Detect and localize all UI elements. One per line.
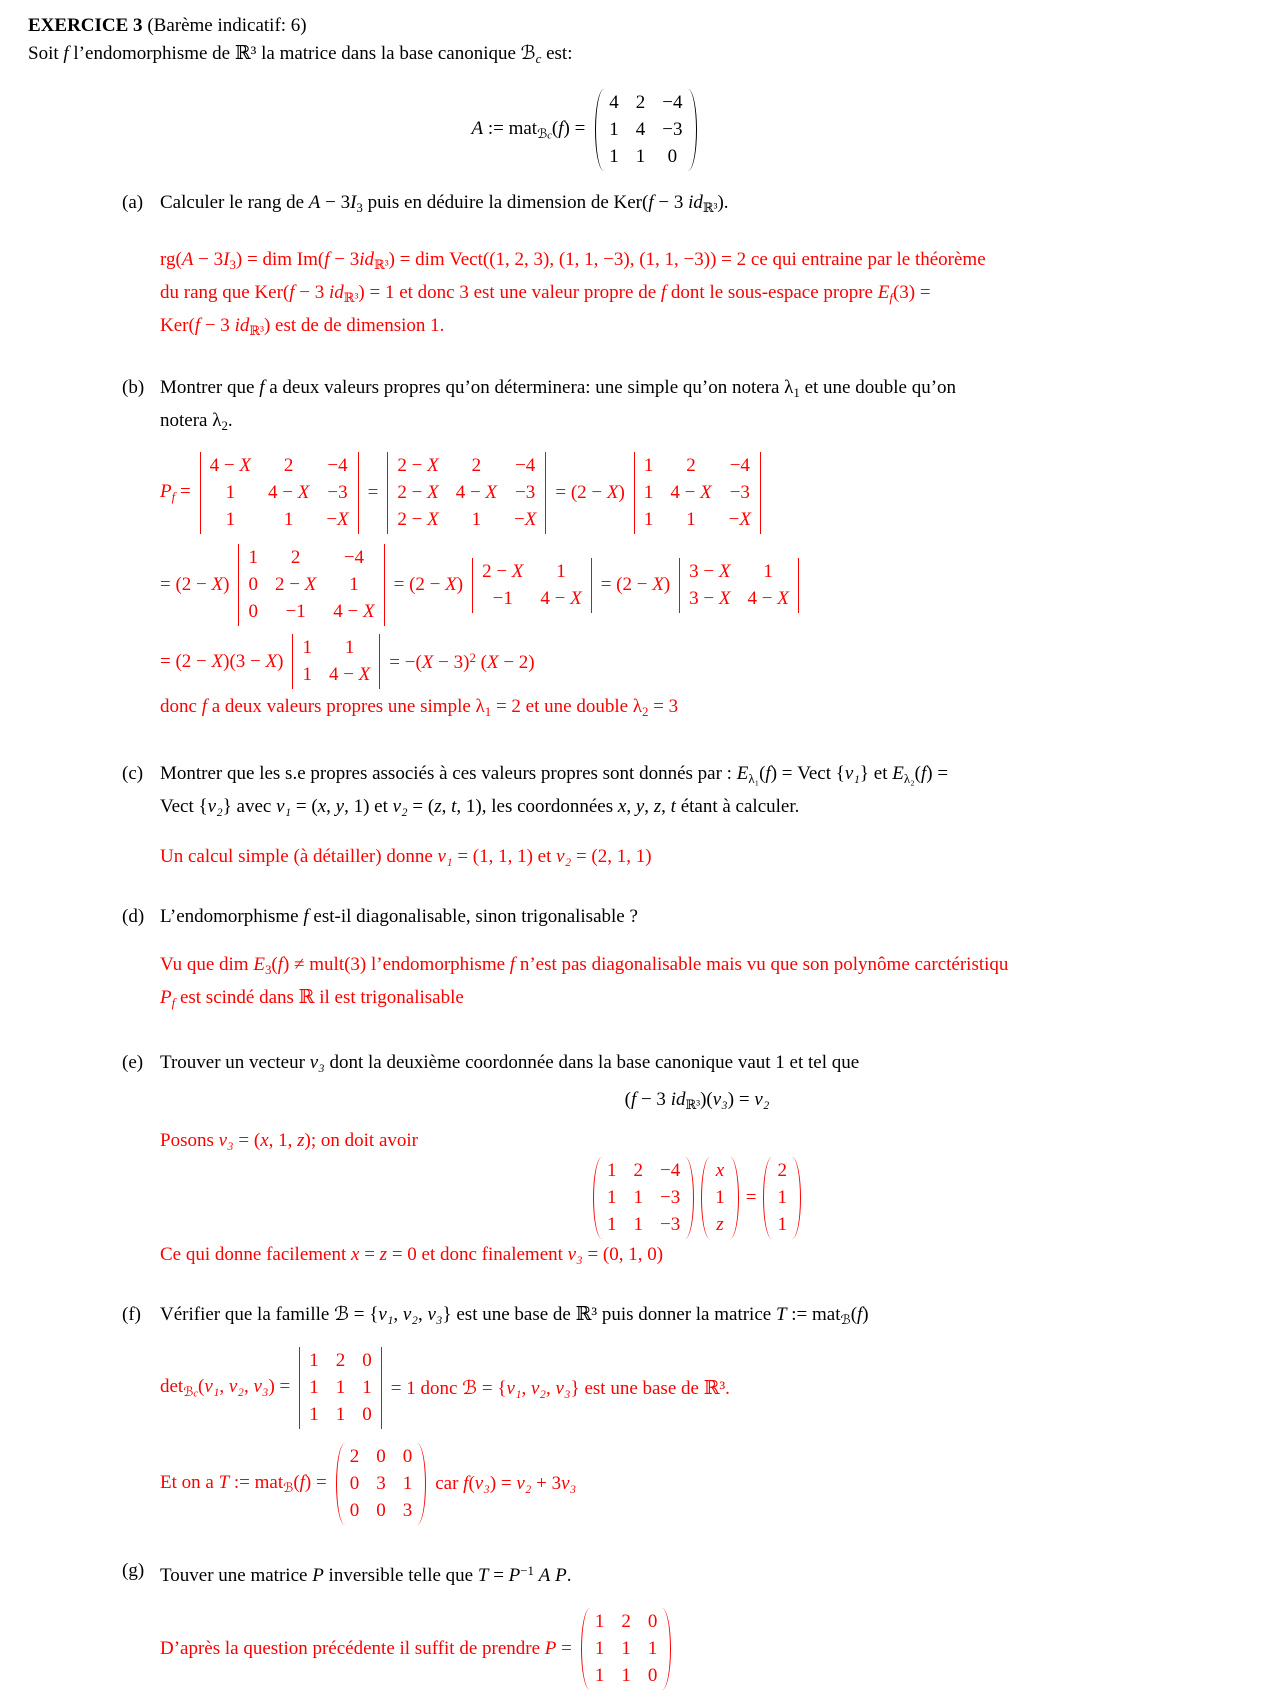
det-basis-cells: 1 2 0 1 1 1 1 1 0 <box>309 1350 372 1426</box>
answer-e-posons: Posons v₃ = (x, 1, z); on doit avoir <box>160 1129 418 1151</box>
exercise-title: EXERCICE 3 <box>28 15 143 36</box>
paren-right <box>685 1157 694 1239</box>
det-pf-6-cells: 3 − X 1 3 − X 4 − X <box>689 560 789 609</box>
answer-e-matrix-equation <box>254 1157 1140 1239</box>
det-basis-rhs: = 1 donc ℬ = {v₁, v₂, v₃} est une base de ℝ³. <box>390 1377 730 1399</box>
question-g-text: Touver une matrice P inversible telle que $T = P^{-1}$ A P. <box>160 1563 572 1587</box>
equals-sign: = <box>745 1186 757 1208</box>
answer-f-t-line <box>160 1443 1140 1525</box>
question-c-label: (c) <box>122 763 144 784</box>
question-c-line-2: Vect {v₂} avec v₁ = (x, y, 1) et v₂ = (z, t, 1), les coordonnées x, y, z, t étant à calculer. <box>160 795 800 817</box>
matrix-t-cells: 2 0 0 0 3 1 0 0 3 <box>349 1446 413 1522</box>
vector-211 <box>763 1157 801 1239</box>
matrix-e-system-cells: 1 2 −4 1 1 −3 1 1 −3 <box>607 1159 681 1235</box>
answer-e <box>160 1127 1140 1155</box>
question-b <box>122 374 1140 726</box>
matrix-p <box>581 1608 672 1690</box>
paren-right <box>792 1157 801 1239</box>
question-g-label: (g) <box>122 1560 145 1582</box>
answer-d <box>160 951 1140 1017</box>
question-f-text: Vérifier que la famille ℬ = {v₁, v₂, v₃} est une base de ℝ³ puis donner la matrice T := mat$_ℬ$(f) <box>160 1303 869 1327</box>
matrix-t <box>336 1443 427 1525</box>
det-bar-right <box>587 558 592 613</box>
answer-e-conclusion-wrap <box>160 1241 1140 1269</box>
det-pf-3 <box>634 452 761 534</box>
question-a <box>122 189 1140 345</box>
question-b-label: (b) <box>122 377 145 399</box>
det-basis-lhs: $\det_{ℬc}(v_1$, v₂, v₃) = <box>160 1376 291 1401</box>
answer-a-line-1: $rg(A - 3I_3)$ = dim $Im(f - 3id_{ℝ^3})$ = dim Vect((1, 2, 3), (1, 1, −3), (1, 1, −3)) = 2 ce qui entraine par le théorème <box>160 248 986 272</box>
question-e <box>122 1049 1140 1269</box>
answer-b-eq-line-2 <box>160 544 1140 626</box>
exercise-bareme: (Barème indicatif: 6) <box>142 15 307 36</box>
answer-f <box>160 1347 1140 1525</box>
det-pf-2-cells: 2 − X 2 −4 2 − X 4 − X −3 2 − X 1 −X <box>397 455 537 531</box>
equation-e-display <box>254 1089 1140 1113</box>
factor-2-minus-x: = (2 − X) <box>393 574 464 596</box>
question-b-line-1: Montrer que f a deux valeurs propres qu’on déterminera: une simple qu’on notera $\lambda_1$ et une double qu’on <box>160 377 957 401</box>
answer-c-line: Un calcul simple (à détailler) donne v₁ = (1, 1, 1) et v₂ = (2, 1, 1) <box>160 845 652 867</box>
matrix-t-justification: car f(v₃) = v₂ + 3v₃ <box>435 1473 577 1495</box>
matrix-p-lhs: D’après la question précédente il suffit de prendre P = <box>160 1638 572 1660</box>
matrix-p-cells: 1 2 0 1 1 1 1 1 0 <box>594 1611 658 1687</box>
paren-left <box>336 1443 345 1525</box>
question-f-row <box>122 1301 1140 1334</box>
question-f-label: (f) <box>122 1303 141 1325</box>
answer-a-line-3: Ker(f − 3 $id_{ℝ^3}$) est de de dimension 1. <box>160 314 445 338</box>
document-content <box>28 0 1140 1690</box>
question-b-row <box>122 374 1140 440</box>
answer-g <box>160 1608 1140 1690</box>
det-pf-3-cells: 1 2 −4 1 4 − X −3 1 1 −X <box>643 455 751 531</box>
exercise-header <box>28 12 1140 40</box>
question-a-row <box>122 189 1140 222</box>
det-pf-7-cells: 1 1 1 4 − X <box>302 637 371 686</box>
paren-left <box>595 89 604 171</box>
question-b-line-2: notera $\lambda_2$. <box>160 410 233 434</box>
question-e-row <box>122 1049 1140 1077</box>
factor-2-minus-x: = (2 − X) <box>555 482 625 504</box>
question-c <box>122 760 1140 871</box>
det-bar-right <box>380 544 385 626</box>
det-bar-right <box>794 558 799 613</box>
matrix-a <box>595 89 696 171</box>
answer-d-line-1: Vu que dim $E_3(f)$ ≠ mult(3) l’endomorphisme f n’est pas diagonalisable mais vu que son polynôme carctéristiqu <box>160 953 1009 977</box>
question-f <box>122 1301 1140 1526</box>
pf-factored-result: = $-(X - 3)^2$ (X − 2) <box>389 649 535 673</box>
question-d <box>122 903 1140 1017</box>
paren-right <box>662 1608 671 1690</box>
det-pf-1-cells: 4 − X 2 −4 1 4 − X −3 1 1 −X <box>209 455 349 531</box>
det-basis <box>299 1347 382 1429</box>
det-pf-2 <box>387 452 546 534</box>
question-e-label: (e) <box>122 1051 144 1073</box>
paren-right <box>417 1443 426 1525</box>
question-c-row <box>122 760 1140 821</box>
det-bar-right <box>541 452 546 534</box>
equals-sign: = <box>367 482 379 504</box>
question-d-label: (d) <box>122 905 145 927</box>
det-pf-1 <box>200 452 359 534</box>
det-pf-4 <box>238 544 384 626</box>
matrix-a-display <box>28 89 1140 171</box>
matrix-a-cells: 4 2 −4 1 4 −3 1 1 0 <box>609 91 683 167</box>
paren-left <box>593 1157 602 1239</box>
det-bar-right <box>354 452 359 534</box>
answer-a-line-2: du rang que Ker(f − 3 $id_{ℝ^3}) = 1$ et donc 3 est une valeur propre de f dont le sous-espace propre $E_f(3)$ = <box>160 281 931 305</box>
vector-211-cells: 2 1 1 <box>777 1159 787 1235</box>
paren-left <box>763 1157 772 1239</box>
factor-2x-3x: = (2 − X)(3 − X) <box>160 650 284 672</box>
intro-line: Soit f l’endomorphisme de ℝ³ la matrice dans la base canonique ℬ$_c$ est: <box>28 43 573 66</box>
det-bar-right <box>375 634 380 689</box>
det-pf-7 <box>292 634 380 689</box>
det-pf-5 <box>472 558 592 613</box>
matrix-e-system <box>593 1157 694 1239</box>
question-c-line-1: Montrer que les s.e propres associés à ces valeurs propres sont donnés par : $E_{\lambda_1}(f)$ = Vect {v₁} et $E_{\lambda_2}(f)$ = <box>160 763 949 786</box>
vector-x1z <box>701 1157 739 1239</box>
question-a-text: Calculer le rang de $A - 3I_3$ puis en déduire la dimension de Ker(f − 3 $id_{ℝ^3}$). <box>160 191 729 215</box>
answer-f-det-line <box>160 1347 1140 1429</box>
paren-left <box>581 1608 590 1690</box>
answer-b-conclusion: donc f a deux valeurs propres une simple $\lambda_1 = 2$ et une double $\lambda_2 = 3$ <box>160 696 679 719</box>
vector-x1z-cells: x 1 z <box>715 1159 725 1235</box>
det-pf-4-cells: 1 2 −4 0 2 − X 1 0 −1 4 − X <box>248 547 375 623</box>
question-a-label: (a) <box>122 191 144 213</box>
equation-f-minus-3id-v3: (f − 3 $id_{ℝ^3})(v_3) = v_2$ <box>624 1088 770 1112</box>
factor-2-minus-x: = (2 − X) <box>600 574 671 596</box>
question-c-text <box>160 760 948 821</box>
answer-a <box>160 246 1140 345</box>
answer-g-line <box>160 1608 1140 1690</box>
paren-right <box>730 1157 739 1239</box>
det-bar-right <box>756 452 761 534</box>
pf-lhs: $P_f$ = <box>160 481 191 505</box>
question-d-row <box>122 903 1140 931</box>
question-e-text: Trouver un vecteur v₃ dont la deuxième coordonnée dans la base canonique vaut 1 et tel que <box>160 1051 860 1073</box>
answer-d-line-2: $P_f$ est scindé dans ℝ il est trigonalisable <box>160 986 464 1010</box>
paren-left <box>701 1157 710 1239</box>
paren-right <box>688 89 697 171</box>
matrix-t-lhs: Et on a T := mat$_ℬ$(f) = <box>160 1472 327 1496</box>
factor-2-minus-x: = (2 − X) <box>160 574 230 596</box>
det-pf-6 <box>679 558 799 613</box>
answer-c <box>160 843 1140 871</box>
answer-e-conclusion: Ce qui donne facilement x = z = 0 et donc finalement v₃ = (0, 1, 0) <box>160 1243 664 1265</box>
matrix-a-lhs: A := mat$_{ℬc}$(f) = <box>471 117 586 142</box>
det-bar-right <box>377 1347 382 1429</box>
answer-b <box>160 452 1140 726</box>
det-pf-5-cells: 2 − X 1 −1 4 − X <box>482 560 582 609</box>
question-g-row <box>122 1557 1140 1590</box>
question-d-text: L’endomorphisme f est-il diagonalisable, sinon trigonalisable ? <box>160 905 638 927</box>
answer-b-eq-line-1 <box>160 452 1140 534</box>
question-g <box>122 1557 1140 1690</box>
question-b-text <box>160 374 956 440</box>
answer-b-eq-line-3 <box>160 634 1140 689</box>
